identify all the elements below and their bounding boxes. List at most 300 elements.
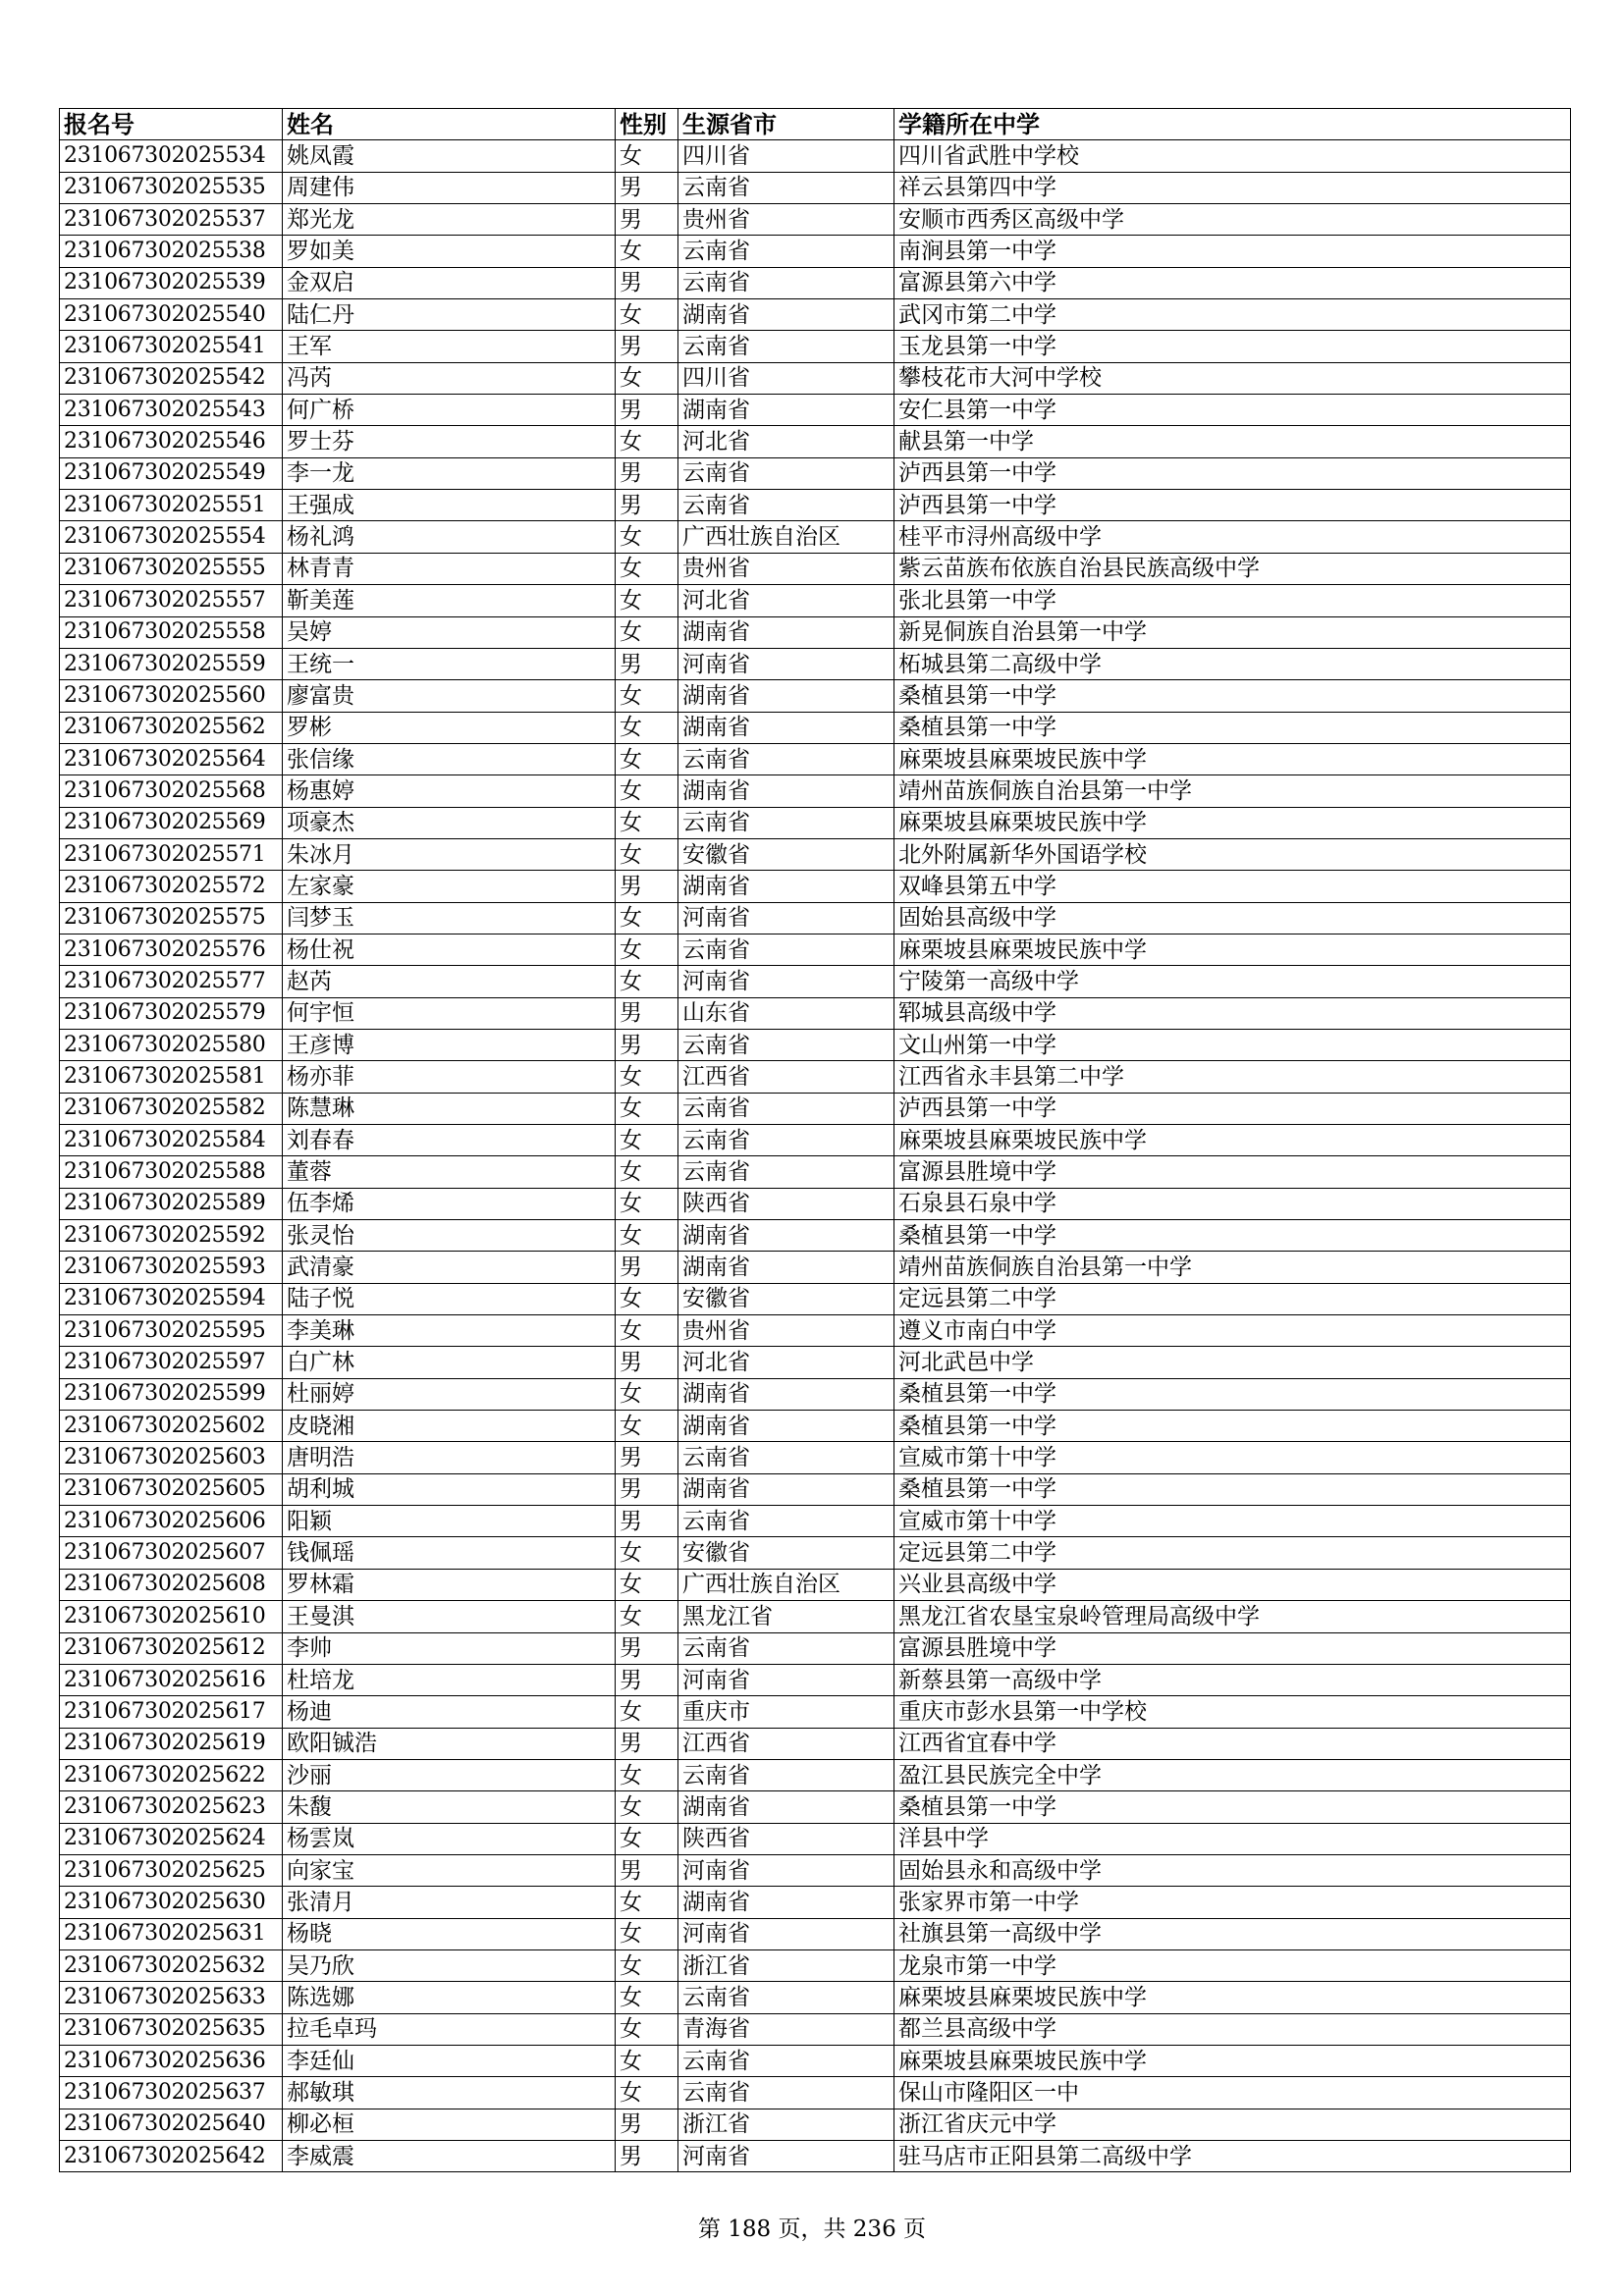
province-cell: 贵州省 <box>678 1315 894 1347</box>
school-cell: 双峰县第五中学 <box>894 871 1571 902</box>
school-cell: 武冈市第二中学 <box>894 299 1571 331</box>
gender-cell: 女 <box>616 585 678 616</box>
province-cell: 青海省 <box>678 2013 894 2045</box>
name-cell: 项豪杰 <box>283 807 616 838</box>
registration-number-cell: 231067302025562 <box>60 712 283 743</box>
school-cell: 麻栗坡县麻栗坡民族中学 <box>894 1982 1571 2013</box>
registration-number-cell: 231067302025535 <box>60 172 283 203</box>
table-row <box>60 1887 1571 1918</box>
name-cell: 柳必桓 <box>283 2109 616 2140</box>
gender-cell: 女 <box>616 616 678 648</box>
name-cell: 罗林霜 <box>283 1569 616 1600</box>
school-cell: 泸西县第一中学 <box>894 1093 1571 1124</box>
school-cell: 河北武邑中学 <box>894 1347 1571 1378</box>
gender-cell: 女 <box>616 1949 678 1981</box>
school-cell: 南涧县第一中学 <box>894 236 1571 267</box>
province-cell: 湖南省 <box>678 1220 894 1252</box>
province-cell: 云南省 <box>678 1125 894 1156</box>
province-cell: 河南省 <box>678 1664 894 1695</box>
name-cell: 罗如美 <box>283 236 616 267</box>
registration-number-cell: 231067302025624 <box>60 1823 283 1854</box>
name-cell: 廖富贵 <box>283 680 616 712</box>
name-cell: 胡利城 <box>283 1473 616 1505</box>
name-cell: 唐明浩 <box>283 1442 616 1473</box>
gender-cell: 女 <box>616 553 678 584</box>
province-cell: 湖南省 <box>678 1887 894 1918</box>
registration-number-cell: 231067302025534 <box>60 140 283 172</box>
name-cell: 张信缘 <box>283 743 616 774</box>
gender-cell: 女 <box>616 1156 678 1188</box>
table-row <box>60 267 1571 298</box>
table-row <box>60 1949 1571 1981</box>
registration-number-cell: 231067302025642 <box>60 2141 283 2172</box>
name-cell: 李廷仙 <box>283 2045 616 2076</box>
registration-number-cell: 231067302025569 <box>60 807 283 838</box>
province-cell: 河南省 <box>678 1918 894 1949</box>
name-cell: 李一龙 <box>283 457 616 489</box>
school-cell: 固始县高级中学 <box>894 902 1571 934</box>
name-cell: 阳颖 <box>283 1506 616 1537</box>
name-cell: 朱馥 <box>283 1791 616 1823</box>
school-cell: 玉龙县第一中学 <box>894 331 1571 362</box>
name-cell: 杨晓 <box>283 1918 616 1949</box>
province-cell: 浙江省 <box>678 2109 894 2140</box>
name-cell: 欧阳铖浩 <box>283 1728 616 1759</box>
province-cell: 云南省 <box>678 2045 894 2076</box>
gender-cell: 男 <box>616 490 678 521</box>
registration-number-cell: 231067302025595 <box>60 1315 283 1347</box>
school-cell: 江西省宜春中学 <box>894 1728 1571 1759</box>
table-row <box>60 934 1571 965</box>
name-cell: 向家宝 <box>283 1854 616 1886</box>
name-cell: 杨礼鸿 <box>283 521 616 553</box>
province-cell: 山东省 <box>678 997 894 1029</box>
table-row <box>60 902 1571 934</box>
gender-cell: 女 <box>616 1982 678 2013</box>
province-cell: 湖南省 <box>678 712 894 743</box>
name-cell: 王曼淇 <box>283 1601 616 1632</box>
school-cell: 献县第一中学 <box>894 426 1571 457</box>
name-cell: 姚凤霞 <box>283 140 616 172</box>
school-cell: 紫云苗族布依族自治县民族高级中学 <box>894 553 1571 584</box>
name-cell: 何宇恒 <box>283 997 616 1029</box>
gender-cell: 女 <box>616 807 678 838</box>
gender-cell: 女 <box>616 362 678 394</box>
registration-number-cell: 231067302025608 <box>60 1569 283 1600</box>
school-cell: 安顺市西秀区高级中学 <box>894 204 1571 236</box>
school-cell: 麻栗坡县麻栗坡民族中学 <box>894 934 1571 965</box>
school-cell: 麻栗坡县麻栗坡民族中学 <box>894 1125 1571 1156</box>
province-cell: 云南省 <box>678 1156 894 1188</box>
name-cell: 杜丽婷 <box>283 1378 616 1410</box>
name-cell: 董蓉 <box>283 1156 616 1188</box>
school-cell: 龙泉市第一中学 <box>894 1949 1571 1981</box>
province-cell: 广西壮族自治区 <box>678 1569 894 1600</box>
table-row <box>60 1696 1571 1728</box>
registration-number-cell: 231067302025610 <box>60 1601 283 1632</box>
school-cell: 文山州第一中学 <box>894 1029 1571 1060</box>
name-cell: 王统一 <box>283 648 616 679</box>
gender-cell: 女 <box>616 838 678 870</box>
name-cell: 金双启 <box>283 267 616 298</box>
province-cell: 云南省 <box>678 236 894 267</box>
table-row <box>60 1982 1571 2013</box>
table-row <box>60 743 1571 774</box>
table-row <box>60 1125 1571 1156</box>
registration-number-cell: 231067302025576 <box>60 934 283 965</box>
name-cell: 朱冰月 <box>283 838 616 870</box>
school-cell: 桑植县第一中学 <box>894 1411 1571 1442</box>
gender-cell: 女 <box>616 1093 678 1124</box>
gender-cell: 女 <box>616 1411 678 1442</box>
gender-cell: 女 <box>616 2077 678 2109</box>
gender-cell: 女 <box>616 1315 678 1347</box>
registration-number-cell: 231067302025549 <box>60 457 283 489</box>
table-row <box>60 1569 1571 1600</box>
gender-cell: 男 <box>616 1473 678 1505</box>
registration-number-cell: 231067302025635 <box>60 2013 283 2045</box>
gender-cell: 男 <box>616 2109 678 2140</box>
gender-cell: 男 <box>616 1728 678 1759</box>
province-cell: 云南省 <box>678 331 894 362</box>
province-cell: 云南省 <box>678 1982 894 2013</box>
name-cell: 白广林 <box>283 1347 616 1378</box>
school-cell: 桑植县第一中学 <box>894 1791 1571 1823</box>
name-cell: 赵芮 <box>283 966 616 997</box>
school-cell: 盈江县民族完全中学 <box>894 1759 1571 1790</box>
table-row <box>60 521 1571 553</box>
registration-number-cell: 231067302025606 <box>60 1506 283 1537</box>
province-cell: 江西省 <box>678 1061 894 1093</box>
gender-cell: 女 <box>616 1918 678 1949</box>
province-cell: 浙江省 <box>678 1949 894 1981</box>
school-cell: 富源县第六中学 <box>894 267 1571 298</box>
name-cell: 武清豪 <box>283 1252 616 1283</box>
gender-cell: 女 <box>616 1823 678 1854</box>
table-row <box>60 1029 1571 1060</box>
table-row <box>60 1601 1571 1632</box>
name-cell: 杨亦菲 <box>283 1061 616 1093</box>
registration-number-cell: 231067302025607 <box>60 1537 283 1569</box>
province-cell: 云南省 <box>678 934 894 965</box>
school-cell: 富源县胜境中学 <box>894 1632 1571 1664</box>
registration-number-cell: 231067302025599 <box>60 1378 283 1410</box>
registration-number-cell: 231067302025637 <box>60 2077 283 2109</box>
school-cell: 泸西县第一中学 <box>894 457 1571 489</box>
gender-cell: 女 <box>616 1696 678 1728</box>
name-cell: 杨迪 <box>283 1696 616 1728</box>
gender-cell: 男 <box>616 1029 678 1060</box>
registration-number-cell: 231067302025538 <box>60 236 283 267</box>
gender-cell: 女 <box>616 2013 678 2045</box>
name-cell: 李威震 <box>283 2141 616 2172</box>
table-header <box>60 109 1571 140</box>
table-body <box>60 140 1571 2172</box>
name-cell: 陈选娜 <box>283 1982 616 2013</box>
gender-cell: 女 <box>616 712 678 743</box>
gender-cell: 男 <box>616 1442 678 1473</box>
school-cell: 四川省武胜中学校 <box>894 140 1571 172</box>
school-cell: 新蔡县第一高级中学 <box>894 1664 1571 1695</box>
name-cell: 冯芮 <box>283 362 616 394</box>
table-row <box>60 1728 1571 1759</box>
registration-number-cell: 231067302025543 <box>60 395 283 426</box>
gender-cell: 女 <box>616 1791 678 1823</box>
table-row <box>60 299 1571 331</box>
province-cell: 湖南省 <box>678 680 894 712</box>
registration-number-cell: 231067302025594 <box>60 1283 283 1314</box>
province-cell: 湖南省 <box>678 1411 894 1442</box>
province-cell: 云南省 <box>678 1442 894 1473</box>
name-cell: 王军 <box>283 331 616 362</box>
province-cell: 湖南省 <box>678 395 894 426</box>
registration-number-cell: 231067302025579 <box>60 997 283 1029</box>
table-row <box>60 395 1571 426</box>
school-cell: 桑植县第一中学 <box>894 712 1571 743</box>
school-cell: 浙江省庆元中学 <box>894 2109 1571 2140</box>
school-cell: 安仁县第一中学 <box>894 395 1571 426</box>
province-cell: 云南省 <box>678 1506 894 1537</box>
name-cell: 钱佩瑶 <box>283 1537 616 1569</box>
registration-number-cell: 231067302025551 <box>60 490 283 521</box>
table-row <box>60 236 1571 267</box>
gender-cell: 女 <box>616 1537 678 1569</box>
province-cell: 河南省 <box>678 1854 894 1886</box>
province-cell: 江西省 <box>678 1728 894 1759</box>
table-row <box>60 997 1571 1029</box>
registration-number-cell: 231067302025541 <box>60 331 283 362</box>
province-cell: 河南省 <box>678 2141 894 2172</box>
name-cell: 周建伟 <box>283 172 616 203</box>
gender-cell: 女 <box>616 1378 678 1410</box>
province-cell: 湖南省 <box>678 1252 894 1283</box>
province-cell: 湖南省 <box>678 871 894 902</box>
gender-cell: 男 <box>616 648 678 679</box>
gender-cell: 女 <box>616 743 678 774</box>
name-cell: 陆仁丹 <box>283 299 616 331</box>
admission-list-table <box>59 108 1571 2172</box>
registration-number-cell: 231067302025622 <box>60 1759 283 1790</box>
school-cell: 遵义市南白中学 <box>894 1315 1571 1347</box>
registration-number-cell: 231067302025619 <box>60 1728 283 1759</box>
gender-cell: 女 <box>616 1283 678 1314</box>
registration-number-cell: 231067302025568 <box>60 775 283 807</box>
province-cell: 河南省 <box>678 902 894 934</box>
province-cell: 湖南省 <box>678 299 894 331</box>
table-row <box>60 1791 1571 1823</box>
province-cell: 湖南省 <box>678 616 894 648</box>
table-row <box>60 1759 1571 1790</box>
registration-number-cell: 231067302025542 <box>60 362 283 394</box>
gender-cell: 男 <box>616 1664 678 1695</box>
registration-number-cell: 231067302025581 <box>60 1061 283 1093</box>
name-cell: 罗彬 <box>283 712 616 743</box>
registration-number-cell: 231067302025571 <box>60 838 283 870</box>
school-cell: 桑植县第一中学 <box>894 1220 1571 1252</box>
name-cell: 左家豪 <box>283 871 616 902</box>
table-row <box>60 775 1571 807</box>
registration-number-cell: 231067302025560 <box>60 680 283 712</box>
table-row <box>60 838 1571 870</box>
school-cell: 驻马店市正阳县第二高级中学 <box>894 2141 1571 2172</box>
table-row <box>60 1664 1571 1695</box>
school-cell: 重庆市彭水县第一中学校 <box>894 1696 1571 1728</box>
name-cell: 王强成 <box>283 490 616 521</box>
school-cell: 祥云县第四中学 <box>894 172 1571 203</box>
registration-number-cell: 231067302025577 <box>60 966 283 997</box>
gender-cell: 男 <box>616 395 678 426</box>
table-row <box>60 1220 1571 1252</box>
table-row <box>60 172 1571 203</box>
school-cell: 洋县中学 <box>894 1823 1571 1854</box>
table-row <box>60 1506 1571 1537</box>
table-row <box>60 1252 1571 1283</box>
province-cell: 云南省 <box>678 267 894 298</box>
registration-number-cell: 231067302025633 <box>60 1982 283 2013</box>
table-row <box>60 1918 1571 1949</box>
registration-number-cell: 231067302025640 <box>60 2109 283 2140</box>
school-cell: 郓城县高级中学 <box>894 997 1571 1029</box>
gender-cell: 女 <box>616 426 678 457</box>
gender-cell: 女 <box>616 902 678 934</box>
table-row <box>60 1315 1571 1347</box>
gender-cell: 男 <box>616 1252 678 1283</box>
province-cell: 云南省 <box>678 457 894 489</box>
table-row <box>60 966 1571 997</box>
province-cell: 四川省 <box>678 362 894 394</box>
name-cell: 陈慧琳 <box>283 1093 616 1124</box>
province-cell: 陕西省 <box>678 1823 894 1854</box>
registration-number-cell: 231067302025575 <box>60 902 283 934</box>
table-row <box>60 1537 1571 1569</box>
school-cell: 都兰县高级中学 <box>894 2013 1571 2045</box>
name-cell: 陆子悦 <box>283 1283 616 1314</box>
registration-number-cell: 231067302025636 <box>60 2045 283 2076</box>
name-cell: 伍李烯 <box>283 1188 616 1219</box>
province-cell: 云南省 <box>678 1029 894 1060</box>
gender-cell: 女 <box>616 1569 678 1600</box>
gender-cell: 男 <box>616 457 678 489</box>
school-cell: 江西省永丰县第二中学 <box>894 1061 1571 1093</box>
table-row <box>60 1061 1571 1093</box>
school-cell: 靖州苗族侗族自治县第一中学 <box>894 1252 1571 1283</box>
gender-cell: 男 <box>616 172 678 203</box>
table-row <box>60 1632 1571 1664</box>
registration-number-cell: 231067302025537 <box>60 204 283 236</box>
name-cell: 沙丽 <box>283 1759 616 1790</box>
school-cell: 定远县第二中学 <box>894 1283 1571 1314</box>
province-cell: 湖南省 <box>678 1473 894 1505</box>
page-footer: 第 188 页，共 236 页 <box>697 2216 927 2242</box>
registration-number-cell: 231067302025605 <box>60 1473 283 1505</box>
name-cell: 皮晓湘 <box>283 1411 616 1442</box>
school-cell: 宁陵第一高级中学 <box>894 966 1571 997</box>
school-cell: 靖州苗族侗族自治县第一中学 <box>894 775 1571 807</box>
registration-number-cell: 231067302025589 <box>60 1188 283 1219</box>
school-cell: 保山市隆阳区一中 <box>894 2077 1571 2109</box>
table-row <box>60 2109 1571 2140</box>
registration-number-cell: 231067302025592 <box>60 1220 283 1252</box>
name-cell: 何广桥 <box>283 395 616 426</box>
school-cell: 石泉县石泉中学 <box>894 1188 1571 1219</box>
registration-number-cell: 231067302025603 <box>60 1442 283 1473</box>
name-cell: 王彦博 <box>283 1029 616 1060</box>
table-row <box>60 1283 1571 1314</box>
gender-cell: 女 <box>616 2045 678 2076</box>
table-row <box>60 1442 1571 1473</box>
table-row <box>60 140 1571 172</box>
school-cell: 黑龙江省农垦宝泉岭管理局高级中学 <box>894 1601 1571 1632</box>
province-cell: 陕西省 <box>678 1188 894 1219</box>
name-cell: 李帅 <box>283 1632 616 1664</box>
school-cell: 富源县胜境中学 <box>894 1156 1571 1188</box>
table-row <box>60 871 1571 902</box>
table-row <box>60 204 1571 236</box>
school-cell: 固始县永和高级中学 <box>894 1854 1571 1886</box>
registration-number-cell: 231067302025630 <box>60 1887 283 1918</box>
table-row <box>60 2077 1571 2109</box>
registration-number-cell: 231067302025593 <box>60 1252 283 1283</box>
province-cell: 云南省 <box>678 490 894 521</box>
province-cell: 河南省 <box>678 648 894 679</box>
name-cell: 张灵怡 <box>283 1220 616 1252</box>
table-row <box>60 457 1571 489</box>
table-row <box>60 807 1571 838</box>
header-origin-province: 生源省市 <box>678 109 894 140</box>
table-row <box>60 1156 1571 1188</box>
province-cell: 云南省 <box>678 2077 894 2109</box>
gender-cell: 男 <box>616 2141 678 2172</box>
province-cell: 云南省 <box>678 1759 894 1790</box>
school-cell: 麻栗坡县麻栗坡民族中学 <box>894 807 1571 838</box>
name-cell: 张清月 <box>283 1887 616 1918</box>
name-cell: 杨雲岚 <box>283 1823 616 1854</box>
province-cell: 安徽省 <box>678 1537 894 1569</box>
registration-number-cell: 231067302025623 <box>60 1791 283 1823</box>
province-cell: 云南省 <box>678 807 894 838</box>
registration-number-cell: 231067302025564 <box>60 743 283 774</box>
registration-number-cell: 231067302025572 <box>60 871 283 902</box>
registration-number-cell: 231067302025602 <box>60 1411 283 1442</box>
table-row <box>60 1378 1571 1410</box>
gender-cell: 女 <box>616 299 678 331</box>
gender-cell: 女 <box>616 521 678 553</box>
registration-number-cell: 231067302025582 <box>60 1093 283 1124</box>
province-cell: 湖南省 <box>678 1791 894 1823</box>
province-cell: 贵州省 <box>678 553 894 584</box>
province-cell: 河北省 <box>678 585 894 616</box>
school-cell: 桂平市浔州高级中学 <box>894 521 1571 553</box>
name-cell: 杨仕祝 <box>283 934 616 965</box>
table-row <box>60 616 1571 648</box>
province-cell: 重庆市 <box>678 1696 894 1728</box>
registration-number-cell: 231067302025632 <box>60 1949 283 1981</box>
registration-number-cell: 231067302025558 <box>60 616 283 648</box>
name-cell: 郝敏琪 <box>283 2077 616 2109</box>
registration-number-cell: 231067302025557 <box>60 585 283 616</box>
table-row <box>60 585 1571 616</box>
school-cell: 宣威市第十中学 <box>894 1442 1571 1473</box>
province-cell: 云南省 <box>678 1632 894 1664</box>
province-cell: 黑龙江省 <box>678 1601 894 1632</box>
school-cell: 张北县第一中学 <box>894 585 1571 616</box>
table-row <box>60 362 1571 394</box>
gender-cell: 女 <box>616 1125 678 1156</box>
table-row <box>60 1823 1571 1854</box>
gender-cell: 男 <box>616 1347 678 1378</box>
registration-number-cell: 231067302025539 <box>60 267 283 298</box>
table-row <box>60 1411 1571 1442</box>
